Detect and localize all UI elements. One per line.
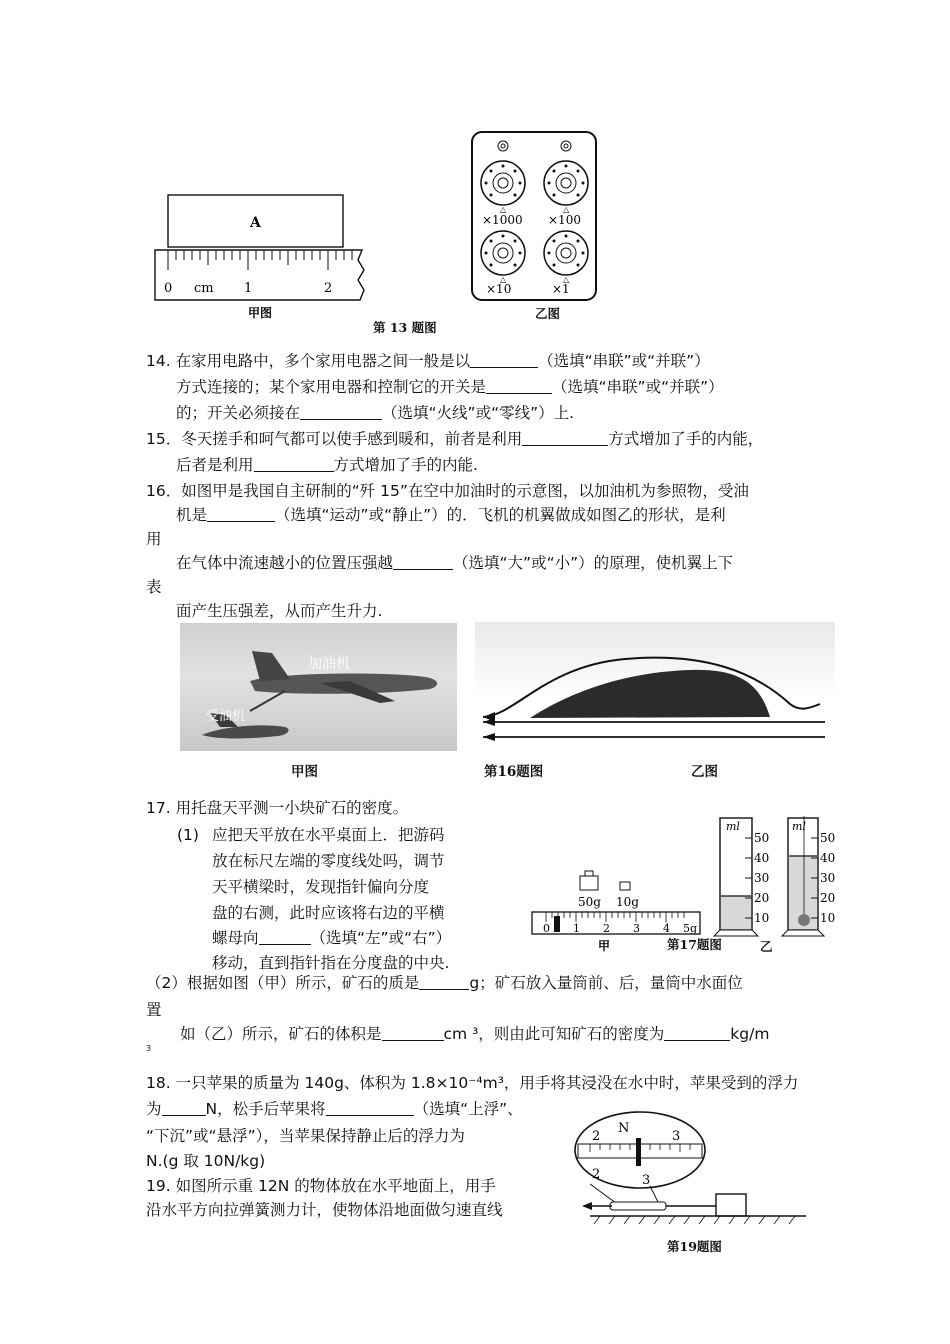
fig13-resistance-box	[468, 128, 603, 308]
object-block	[716, 1194, 746, 1216]
q19-line-2: 沿水平方向拉弹簧测力计，使物体沿地面做匀速直线	[146, 1201, 503, 1219]
q16-line-4: 在气体中流速越小的位置压强越 （选填“大”或“小”）的原理，使机翼上下	[176, 554, 734, 572]
q18-line-3: “下沉”或“悬浮”），当苹果保持静止后的浮力为	[146, 1127, 465, 1145]
weight-50g	[580, 876, 598, 890]
svg-text:50: 50	[820, 831, 836, 845]
svg-text:3: 3	[633, 922, 640, 935]
q15-blank-1[interactable]	[522, 430, 608, 446]
q17-p1-line-1: 应把天平放在水平桌面上．把游码	[212, 826, 445, 844]
svg-text:3: 3	[672, 1129, 681, 1144]
q16-blank-1[interactable]	[207, 506, 275, 522]
q18-line-4: N.(g 取 10N/kg)	[146, 1152, 266, 1170]
q16-line-5: 表	[146, 578, 162, 596]
q14-line-3: 的；开关必须接在 （选填“火线”或“零线”）上.	[176, 404, 575, 422]
svg-text:0: 0	[543, 922, 550, 935]
svg-text:40: 40	[820, 851, 836, 865]
fig13-caption: 第 13 题图	[373, 320, 437, 335]
fig17-cylinders	[712, 812, 842, 944]
svg-text:10: 10	[754, 911, 770, 925]
fig19-spring-scale-figure	[570, 1108, 810, 1233]
svg-text:30: 30	[820, 871, 836, 885]
ore-stone	[798, 914, 810, 926]
svg-text:20: 20	[820, 891, 836, 905]
pointer	[636, 1138, 641, 1166]
fig16-jia-label: 甲图	[291, 764, 318, 780]
dial-label-1000: ×1000	[482, 213, 523, 227]
svg-text:30: 30	[754, 871, 770, 885]
fig13-yi-label: 乙图	[535, 306, 561, 321]
cylinder-after-unit: ml	[792, 820, 806, 833]
q16-line-6: 面产生压强差，从而产生升力.	[176, 602, 383, 620]
q17-p1-line-3: 天平横梁时，发现指针偏向分度	[212, 878, 430, 896]
svg-text:△: △	[563, 275, 570, 284]
dial-label-10: ×10	[486, 282, 512, 296]
svg-text:40: 40	[754, 851, 770, 865]
fig16-wing-figure	[475, 622, 835, 750]
wing-shape	[530, 670, 770, 718]
q17-p1-line-5: 螺母向 （选填“左”或“右”）	[212, 929, 452, 947]
fig16-yi-label: 乙图	[691, 764, 718, 780]
svg-text:2: 2	[592, 1129, 601, 1144]
fig19-caption: 第19题图	[667, 1239, 722, 1254]
receiver-plane	[202, 725, 289, 738]
spring-scale	[610, 1202, 666, 1210]
q17-blank-1[interactable]	[259, 929, 311, 945]
q18-line-2: 为 N，松手后苹果将 （选填“上浮”、	[146, 1100, 523, 1118]
svg-text:5g: 5g	[683, 922, 698, 935]
q17-p2-line-4: 3	[146, 1044, 152, 1053]
q17-p1-num: (1)	[177, 826, 199, 844]
ruler-mark-cm: cm	[194, 281, 214, 296]
q18-blank-2[interactable]	[326, 1100, 414, 1116]
fig17-caption: 第17题图	[667, 937, 722, 952]
weight-50g-label: 50g	[578, 895, 601, 909]
svg-text:20: 20	[754, 891, 770, 905]
dial-label-1: ×1	[552, 282, 570, 296]
q19-line-1: 19. 如图所示重 12N 的物体放在水平地面上，用手	[146, 1177, 496, 1195]
q17-p2-line-3: 如（乙）所示，矿石的体积是 cm ³，则由此可知矿石的密度为 kg/m	[180, 1025, 770, 1043]
tanker-label: 加油机	[308, 656, 350, 672]
svg-text:1: 1	[573, 922, 580, 935]
q14-blank-1[interactable]	[470, 352, 538, 368]
svg-text:△: △	[500, 205, 507, 214]
fig19-n-label: N	[618, 1121, 630, 1136]
q17-p1-line-4: 盘的右测，此时应该将右边的平横	[212, 904, 445, 922]
svg-text:△: △	[563, 205, 570, 214]
fig13-jia-label: 甲图	[248, 306, 273, 320]
q15-line-1: 15．冬天搓手和呵气都可以使手感到暖和，前者是利用 方式增加了手的内能，	[146, 430, 764, 448]
block-a-label: A	[250, 215, 261, 231]
ruler-mark-0: 0	[164, 281, 173, 296]
q16-line-3: 用	[146, 530, 162, 548]
q14-blank-2[interactable]	[486, 378, 552, 394]
fig17-yi-label: 乙	[760, 939, 773, 954]
q14-line-1: 14. 在家用电路中，多个家用电器之间一般是以 （选填“串联”或“并联”）	[146, 352, 710, 370]
ruler	[155, 250, 364, 300]
q16-line-1: 16．如图甲是我国自主研制的“歼 15”在空中加油时的示意图，以加油机为参照物，受油	[146, 482, 749, 500]
fig17-jia-label: 甲	[598, 939, 611, 953]
weight-10g-label: 10g	[616, 895, 639, 909]
q17-blank-4[interactable]	[664, 1025, 730, 1041]
svg-text:2: 2	[603, 922, 610, 935]
q16-blank-2[interactable]	[393, 554, 453, 570]
q17-blank-2[interactable]	[419, 974, 469, 990]
q15-blank-2[interactable]	[254, 456, 334, 472]
rider	[554, 916, 560, 932]
q17-p1-line-2: 放在标尺左端的零度线处吗，调节	[212, 852, 445, 870]
svg-text:50: 50	[754, 831, 770, 845]
q17-blank-3[interactable]	[382, 1025, 444, 1041]
water-before	[721, 896, 751, 929]
q17-p2-line-1: （2）根据如图（甲）所示，矿石的质是 g；矿石放入量筒前、后，量筒中水面位	[146, 974, 743, 992]
q17-title: 17. 用托盘天平测一小块矿石的密度。	[146, 799, 409, 817]
q17-p1-line-6: 移动，直到指针指在分度盘的中央.	[212, 954, 450, 972]
svg-text:2: 2	[592, 1167, 601, 1182]
ruler-mark-2: 2	[324, 281, 333, 296]
q18-blank-1[interactable]	[162, 1100, 206, 1116]
q15-line-2: 后者是利用 方式增加了手的内能.	[176, 456, 478, 474]
dial-label-100: ×100	[548, 213, 581, 227]
refueling-illustration	[180, 623, 457, 751]
q14-line-2: 方式连接的；某个家用电器和控制它的开关是 （选填“串联”或“并联”）	[176, 378, 724, 396]
cylinder-before-unit: ml	[726, 820, 740, 833]
fig16-refueling-photo	[180, 623, 457, 751]
svg-text:△: △	[500, 275, 507, 284]
receiver-label: 受油机	[206, 709, 246, 724]
q18-line-1: 18. 一只苹果的质量为 140g、体积为 1.8×10⁻⁴m³，用手将其浸没在水中时，苹果受到的浮力	[146, 1074, 799, 1092]
fig16-caption: 第16题图	[484, 764, 544, 780]
q16-line-2: 机是 （选填“运动”或“静止”）的．飞机的机翼做成如图乙的形状，是利	[176, 506, 726, 524]
fig13-ruler-figure	[150, 190, 380, 325]
q14-blank-3[interactable]	[300, 404, 382, 420]
weight-10g	[620, 882, 630, 890]
svg-text:3: 3	[642, 1173, 651, 1188]
q17-p2-line-2: 置	[146, 1001, 162, 1019]
svg-text:10: 10	[820, 911, 836, 925]
svg-text:4: 4	[663, 922, 670, 935]
ruler-mark-1: 1	[244, 281, 253, 296]
